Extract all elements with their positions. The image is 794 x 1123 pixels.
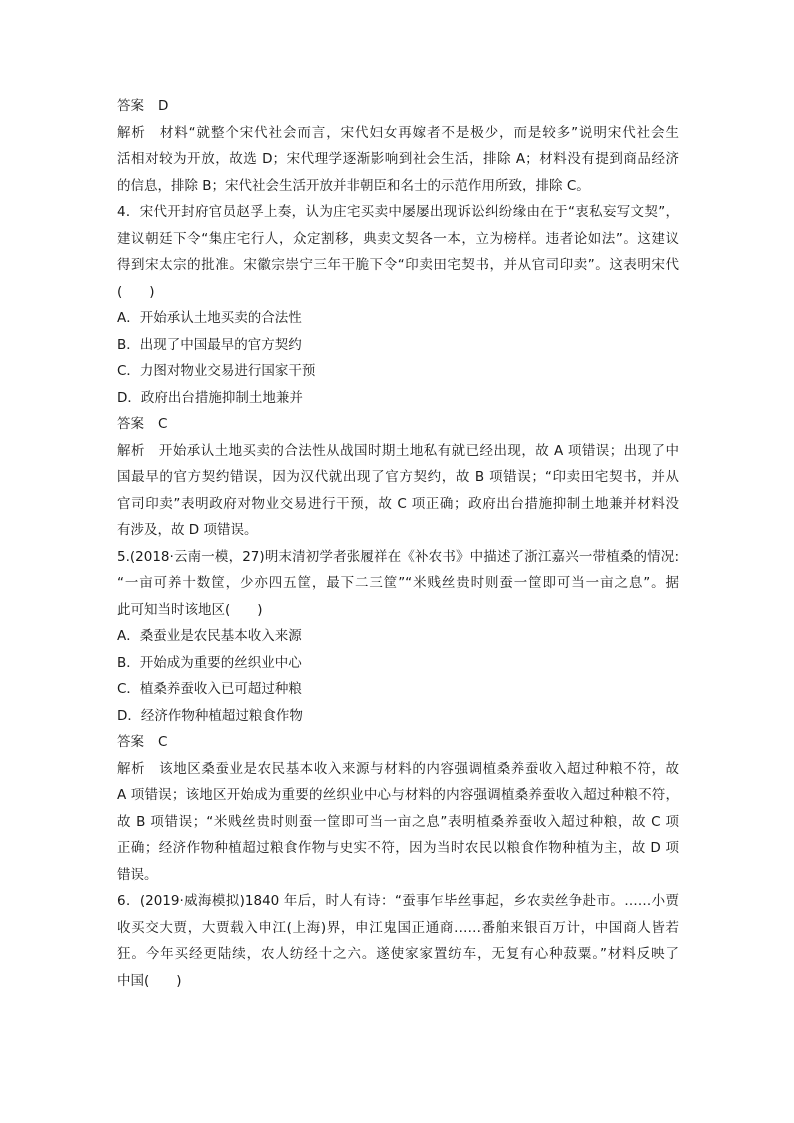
- analysis-line: 官司印卖”表明政府对物业交易进行干预，故 C 项正确；政府出台措施抑制土地兼并材料没: [117, 495, 679, 512]
- question-4: [117, 199, 679, 544]
- document-page: [117, 93, 679, 994]
- analysis-label: 解析: [117, 124, 146, 141]
- answer-value: C: [158, 734, 168, 750]
- question-stem-line: “一亩可养十数筐，少亦四五筐，最下二三筐”“米贱丝贵时则蚕一筐即可当一亩之息”。据: [117, 575, 679, 591]
- question-stem-line: 5.(2018·云南一模，27)明末清初学者张履祥在《补农书》中描述了浙江嘉兴一带植桑的情况:: [117, 548, 679, 565]
- answer-value: C: [158, 416, 168, 432]
- question-stem-line: 狂。今年买经更陆续，农人纺经十之六。遂使家家置纺车，无复有心种菽粟。”材料反映了: [117, 946, 679, 962]
- answer-label: 答案: [117, 98, 144, 114]
- analysis-label: 解析: [117, 760, 146, 777]
- option-c: C．力图对物业交易进行国家干预: [117, 363, 316, 379]
- q4-answer: [117, 411, 679, 438]
- analysis-line: 故 B 项错误；“米贱丝贵时则蚕一筐即可当一亩之息”表明植桑养蚕收入超过种粮，故 C 项: [117, 813, 679, 830]
- analysis-line: 的信息，排除 B；宋代社会生活开放并非朝臣和名士的示范作用所致，排除 C。: [117, 177, 590, 194]
- answer-value: D: [158, 98, 169, 114]
- option-d: D．经济作物种植超过粮食作物: [117, 707, 303, 724]
- analysis-line: 国最早的官方契约错误，因为汉代就出现了官方契约，故 B 项错误；“印卖田宅契书，并从: [117, 469, 679, 485]
- answer-label: 答案: [117, 416, 144, 432]
- analysis-line: 有涉及，故 D 项错误。: [117, 522, 258, 538]
- analysis-text: 开始承认土地买卖的合法性从战国时期土地私有就已经出现，故 A 项错误；出现了中: [158, 442, 679, 459]
- question-stem-line: ( ): [117, 283, 155, 300]
- analysis-line: 正确；经济作物种植超过粮食作物与史实不符，因为当时农民以粮食作物种植为主，故 D 项: [117, 840, 679, 856]
- analysis-label: 解析: [117, 442, 145, 459]
- q3-answer: [117, 93, 679, 120]
- question-stem-line: 此可知当时该地区( ): [117, 601, 263, 618]
- answer-label: 答案: [117, 734, 144, 750]
- option-b: B．开始成为重要的丝织业中心: [117, 654, 302, 671]
- analysis-text: 该地区桑蚕业是农民基本收入来源与材料的内容强调植桑养蚕收入超过种粮不符，故: [159, 760, 679, 777]
- question-stem-line: 得到宋太宗的批准。宋徽宗崇宁三年干脆下令“印卖田宅契书，并从官司印卖”。这表明宋代: [117, 257, 679, 273]
- option-c: C．植桑养蚕收入已可超过种粮: [117, 681, 302, 697]
- question-stem-line: 4．宋代开封府官员赵孚上奏，认为庄宅买卖中屡屡出现诉讼纠纷缘由在于“衷私妄写文契”，: [117, 204, 679, 220]
- option-d: D．政府出台措施抑制土地兼并: [117, 389, 303, 406]
- q3-analysis: [117, 120, 679, 200]
- analysis-line: 活相对较为开放，故选 D；宋代理学逐渐影响到社会生活，排除 A；材料没有提到商品经济: [117, 151, 679, 167]
- analysis-line: 错误。: [117, 866, 158, 883]
- q5-answer: [117, 729, 679, 756]
- question-5: [117, 544, 679, 889]
- analysis-text: 材料“就整个宋代社会而言，宋代妇女再嫁者不是极少，而是较多”说明宋代社会生: [159, 124, 679, 141]
- option-a: A．开始承认土地买卖的合法性: [117, 310, 302, 326]
- option-a: A．桑蚕业是农民基本收入来源: [117, 628, 302, 644]
- analysis-line: [117, 438, 679, 465]
- analysis-line: [117, 756, 679, 783]
- analysis-line: [117, 120, 679, 147]
- question-stem-line: 收买交大贾，大贾载入申江(上海)界，申江鬼国正通商……番舶来银百万计，中国商人皆若: [117, 919, 679, 936]
- option-b: B．出现了中国最早的官方契约: [117, 336, 302, 353]
- analysis-line: A 项错误；该地区开始成为重要的丝织业中心与材料的内容强调植桑养蚕收入超过种粮不符，: [117, 787, 679, 803]
- question-stem-line: 6．(2019·威海模拟)1840 年后，时人有诗：“蚕事乍毕丝事起，乡农卖丝争赴市。……小贾: [117, 893, 679, 909]
- question-stem-line: 建议朝廷下令“集庄宅行人，众定割移，典卖文契各一本，立为榜样。违者论如法”。这建议: [117, 230, 679, 247]
- question-stem-line: 中国( ): [117, 972, 182, 989]
- question-6: [117, 888, 679, 994]
